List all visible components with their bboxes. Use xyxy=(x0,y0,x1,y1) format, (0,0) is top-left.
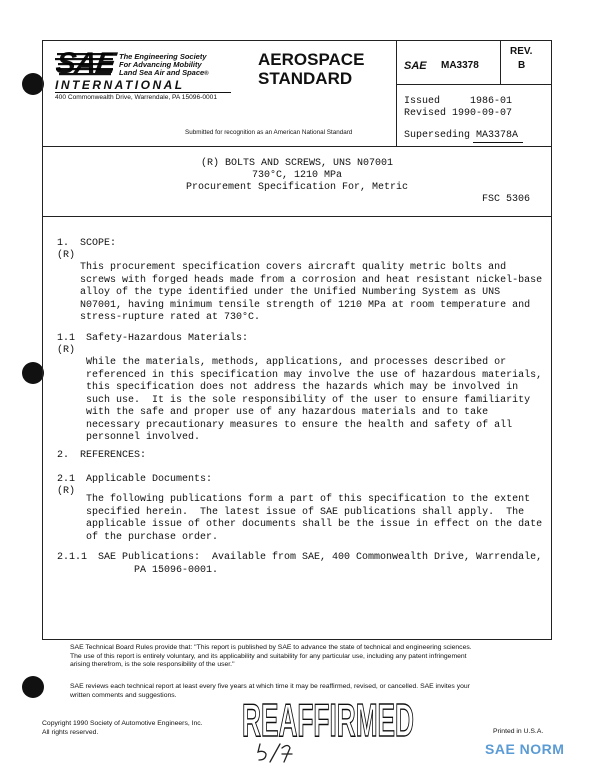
board-rules-note: SAE Technical Board Rules provide that: "This report is published by SAE to advance the state of technical and engineering sciences. The use of this report is entirely voluntary, and its applicability and suitability for any particular use, including any patent infringement arising therefrom, is the sole responsibility of the user." xyxy=(70,644,472,668)
docnum-divider xyxy=(396,84,552,85)
fsc-code: FSC 5306 xyxy=(482,194,531,205)
section-2-1-number: 2.1 xyxy=(57,474,76,485)
section-2-1-1-number: 2.1.1 xyxy=(57,552,88,563)
section-1-revision-mark: (R) xyxy=(57,250,76,261)
standard-title-line-1: AEROSPACE xyxy=(258,50,365,69)
sae-logo xyxy=(55,49,117,79)
section-1-1-revision-mark: (R) xyxy=(57,345,76,356)
rev-divider xyxy=(500,40,501,85)
international-text: INTERNATIONAL xyxy=(55,78,185,92)
section-1-title: SCOPE: xyxy=(80,238,117,249)
header-divider xyxy=(42,146,552,147)
society-line-3-wrap xyxy=(119,68,209,77)
sae-logo-text: SAE xyxy=(53,47,118,80)
standard-title-line-2: STANDARD xyxy=(258,69,353,88)
section-2-1-1-body: SAE Publications: Available from SAE, 400 Commonwealth Drive, Warrendale, PA 15096-0001. xyxy=(98,552,543,576)
sae-norm-watermark-text: SAE NORM xyxy=(485,741,565,757)
section-2-title: REFERENCES: xyxy=(80,450,147,461)
punch-hole-bottom xyxy=(22,676,44,698)
section-2-1-revision-mark: (R) xyxy=(57,486,76,497)
reaffirmed-stamp-art xyxy=(240,698,416,742)
ansi-submitted-note: Submitted for recognition as an American National Standard xyxy=(185,129,353,136)
rev-value: B xyxy=(518,60,526,71)
header-vertical-divider xyxy=(396,40,397,147)
copyright-note: Copyright 1990 Society of Automotive Engineers, Inc. All rights reserved. xyxy=(42,720,203,736)
section-1-1-title: Safety-Hazardous Materials: xyxy=(86,333,249,344)
handwritten-date-graphic xyxy=(256,740,296,766)
doc-number: MA3378 xyxy=(441,60,479,71)
revised-date: Revised 1990-09-07 xyxy=(404,108,513,119)
section-2-1-title: Applicable Documents: xyxy=(86,474,213,485)
section-2-1-body: The following publications form a part of this specification to the extent specified herein. The latest issue of SAE publications shall apply. The applicable issue of other documents shall be the issue in effect on the date of the purchase order. xyxy=(86,494,543,543)
handwritten-date xyxy=(256,740,296,771)
section-1-number: 1. xyxy=(57,238,70,249)
reaffirmed-stamp xyxy=(240,698,416,742)
title-line-3: Procurement Specification For, Metric xyxy=(185,182,409,193)
punch-hole-top xyxy=(22,73,44,95)
superseding-note: Superseding MA3378A xyxy=(404,130,519,141)
registered-mark-icon: ® xyxy=(204,71,209,77)
issued-date: Issued 1986-01 xyxy=(404,96,513,107)
sae-address: 400 Commonwealth Drive, Warrendale, PA 15096-0001 xyxy=(55,94,217,101)
society-line-3: Land Sea Air and Space xyxy=(119,68,205,77)
printed-in-usa: Printed in U.S.A. xyxy=(493,728,544,735)
punch-hole-middle xyxy=(22,362,44,384)
section-1-1-number: 1.1 xyxy=(57,333,76,344)
title-divider xyxy=(42,216,552,217)
review-note: SAE reviews each technical report at least every five years at which time it may be reaffirmed, revised, or cancelled. SAE invites your written comments and suggestions. xyxy=(70,683,470,699)
rev-label: REV. xyxy=(510,46,533,57)
section-1-body: This procurement specification covers aircraft quality metric bolts and screws with forged heads made from a corrosion and heat resistant nickel-base alloy of the type identified under the Unified Numbering System as UNS N07001, having minimum tensile strength of 1210 MPa at room temperature and stress-rupture rated at 730°C. xyxy=(80,262,543,323)
doc-prefix: SAE xyxy=(404,60,427,72)
sae-norm-watermark xyxy=(485,741,564,759)
international-underline xyxy=(55,92,231,93)
title-line-2: 730°C, 1210 MPa xyxy=(251,170,342,181)
section-1-1-body: While the materials, methods, applications, and processes described or referenced in this specification may involve the use of hazardous materials, this specification does not address the hazards which may be involved in such use. It is the sole responsibility of the user to ensure familiarity with the safe and proper use of any hazardous materials and to take necessary precautionary measures to ensure the health and safety of all personnel involved. xyxy=(86,357,543,443)
society-line-1: The Engineering Society xyxy=(119,52,207,61)
superseding-underline xyxy=(473,142,523,143)
section-2-number: 2. xyxy=(57,450,70,461)
title-line-1: (R) BOLTS AND SCREWS, UNS N07001 xyxy=(200,158,394,169)
svg-text:REAFFIRMED: REAFFIRMED xyxy=(242,698,414,742)
society-line-2: For Advancing Mobility xyxy=(119,60,202,69)
